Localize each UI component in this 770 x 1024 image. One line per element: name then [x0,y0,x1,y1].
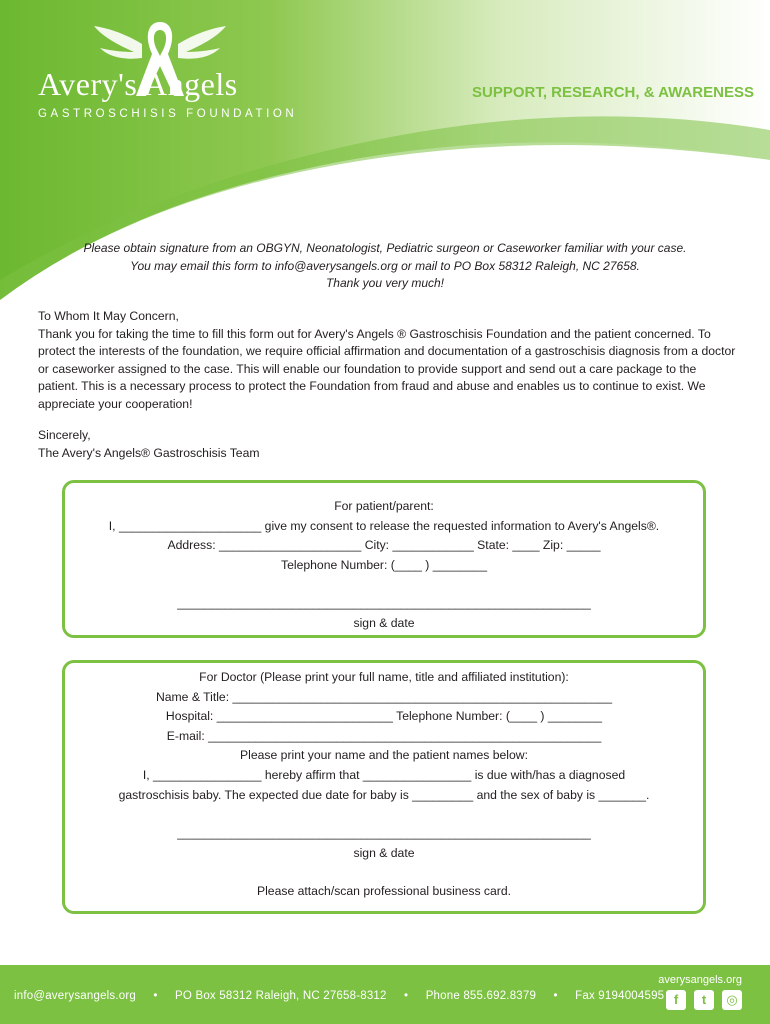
logo-name: Avery's Angels [38,66,238,102]
footer-contact [14,990,664,1002]
twitter-icon[interactable]: t [694,990,714,1010]
doctor-section [62,660,706,914]
instructions [20,240,750,293]
tagline: SUPPORT, RESEARCH, & AWARENESS [472,84,754,101]
patient-section [62,480,706,638]
patient-address-line[interactable]: Address: _____________________ City: ____________ State: ____ Zip: _____ [167,538,601,553]
letter [38,308,738,413]
attach-card-note: Please attach/scan professional business card. [256,884,512,899]
doctor-affirm-line[interactable]: I, ________________ hereby affirm that ________________ is due with/has a diagnosed [142,767,626,782]
doctor-due-line[interactable]: gastroschisis baby. The expected due date for baby is _________ and the sex of baby is _______. [118,787,650,802]
doctor-signature-line[interactable]: _____________________________________________________________ [177,826,591,841]
footer-separator: • [553,990,558,1002]
footer-email[interactable]: info@averysangels.org [14,990,136,1002]
patient-phone-line[interactable]: Telephone Number: (____ ) ________ [281,557,487,572]
footer-separator: • [153,990,158,1002]
letter-body: Thank you for taking the time to fill this form out for Avery's Angels ® Gastroschisis Foundation and the patient concerned. To protect the interests of the foundation, we require official affirmation and documentation of a gastroschisis diagnosis from a doctor or caseworker assigned to the case. This will enable our foundation to provide support and send out a care package to the patient. This is a necessary process to protect the Foundation from fraud and abuse and enables us to continue to exist. We appreciate your cooperation! [38,326,736,411]
footer-website[interactable]: averysangels.org [658,974,742,986]
patient-sign-label: sign & date [353,615,415,630]
doctor-name-line[interactable]: Name & Title: ________________________________________________________ [155,689,613,704]
letter-closing: Sincerely, [38,428,91,442]
instagram-icon[interactable]: ◎ [722,990,742,1010]
instruction-line: Please obtain signature from an OBGYN, Neonatologist, Pediatric surgeon or Caseworker familiar with your case. [83,241,687,255]
footer-fax: Fax 9194004595 [575,990,665,1002]
letter-greeting: To Whom It May Concern, [38,309,179,323]
doctor-hospital-line[interactable]: Hospital: __________________________ Telephone Number: (____ ) ________ [165,709,603,724]
patient-signature-line[interactable]: _____________________________________________________________ [177,596,591,611]
doctor-heading: For Doctor (Please print your full name, title and affiliated institution): [199,670,569,684]
logo [30,18,300,128]
patient-heading: For patient/parent: [334,499,434,513]
facebook-icon[interactable]: f [666,990,686,1010]
instruction-line: You may email this form to info@averysangels.org or mail to PO Box 58312 Raleigh, NC 27658. [130,258,640,273]
footer [0,965,770,1024]
footer-address: PO Box 58312 Raleigh, NC 27658-8312 [175,990,387,1002]
logo-subtitle: GASTROSCHISIS FOUNDATION [38,108,298,120]
social-links [666,990,742,1010]
footer-phone: Phone 855.692.8379 [425,990,537,1002]
letter-signature: The Avery's Angels® Gastroschisis Team [38,445,260,460]
doctor-sign-label: sign & date [353,845,415,860]
doctor-print-instruction: Please print your name and the patient names below: [240,748,528,763]
instruction-line: Thank you very much! [325,276,445,290]
doctor-email-line[interactable]: E-mail: __________________________________________________________ [166,728,602,743]
patient-consent-line[interactable]: I, _____________________ give my consent to release the requested information to Avery's Angels®. [108,518,660,533]
footer-separator: • [404,990,409,1002]
letter-sign-off [38,427,260,462]
